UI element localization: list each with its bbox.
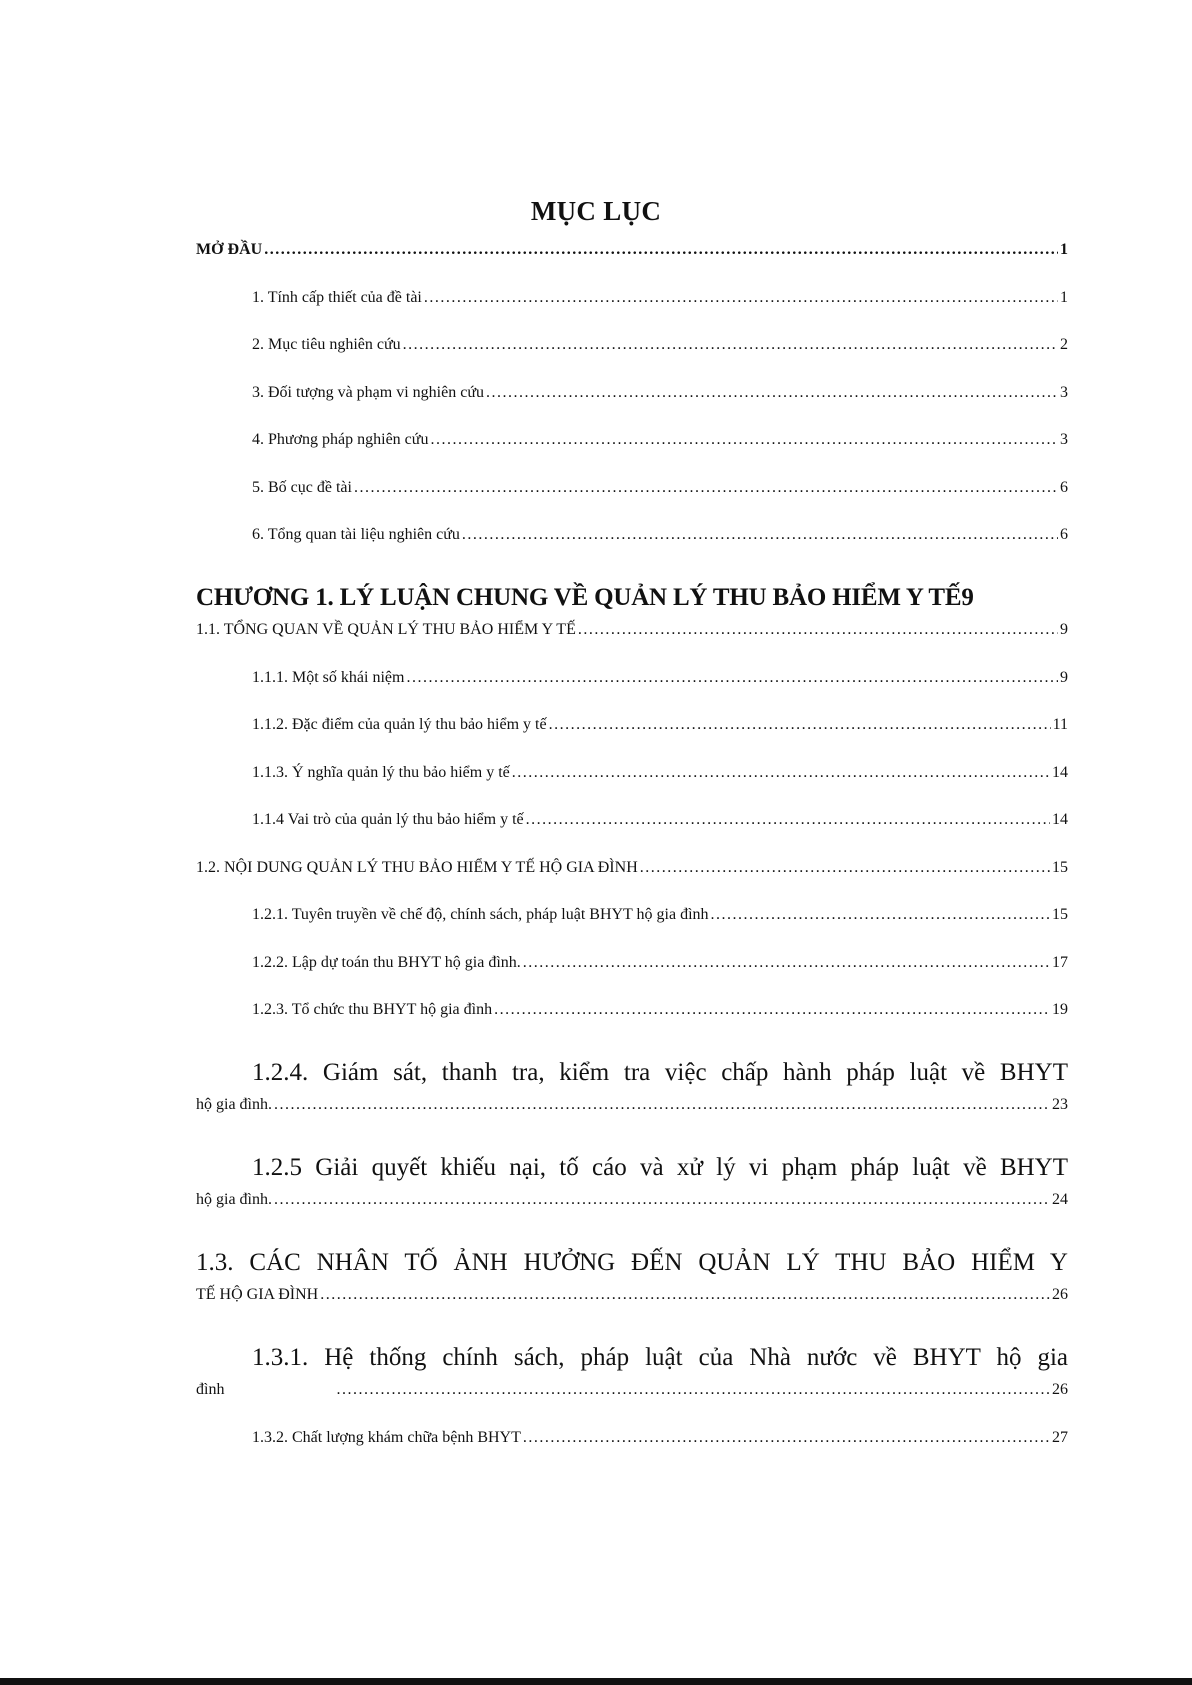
toc-entry-title-line-2: hộ gia đình. xyxy=(196,1191,272,1208)
dot-leader xyxy=(406,669,1058,687)
toc-entry-title: 1. Tính cấp thiết của đề tài xyxy=(252,288,422,306)
toc-entry-page: 27 xyxy=(1052,1428,1068,1446)
toc-entry-page: 11 xyxy=(1052,716,1068,733)
toc-entry-page: 3 xyxy=(1060,383,1068,401)
toc-entry-title-line-2: hộ gia đình. xyxy=(196,1096,272,1113)
toc-entry[interactable] xyxy=(196,764,1068,812)
toc-entry-title: 1.1.4 Vai trò của quản lý thu bảo hiểm y tế xyxy=(252,811,524,828)
dot-leader xyxy=(711,906,1050,924)
dot-leader xyxy=(264,241,1058,259)
toc-entry-page: 17 xyxy=(1052,953,1068,971)
dot-leader xyxy=(274,1096,1050,1114)
toc-entry-title: 1.2.3. Tổ chức thu BHYT hộ gia đình xyxy=(252,1001,493,1018)
toc-entry-page: 15 xyxy=(1052,858,1068,876)
toc-entry-line-2 xyxy=(196,1286,1068,1334)
toc-entry-page: 9 xyxy=(1060,621,1068,638)
toc-entry-title: 1.1. TỔNG QUAN VỀ QUẢN LÝ THU BẢO HIỂM Y TẾ xyxy=(196,621,576,638)
toc-entry-wrapped[interactable] xyxy=(196,1144,1068,1239)
toc-entry[interactable] xyxy=(196,669,1068,717)
toc-entry-title-line-1: 1.2.4. Giám sát, thanh tra, kiểm tra việc chấp hành pháp luật về BHYT xyxy=(252,1058,1068,1086)
toc-entry-page: 14 xyxy=(1052,763,1068,781)
toc-entry-title: MỞ ĐẦU xyxy=(196,241,263,258)
toc-entry-line-2 xyxy=(196,1381,1068,1429)
dot-leader xyxy=(320,1286,1050,1304)
toc-entry-title: 1.1.3. Ý nghĩa quản lý thu bảo hiểm y tế xyxy=(252,763,510,781)
toc-entry-page: 3 xyxy=(1060,431,1068,448)
toc-entry-page: 2 xyxy=(1060,336,1068,353)
toc-entry-title-line-1: 1.2.5 Giải quyết khiếu nại, tố cáo và xử lý vi phạm pháp luật về BHYT xyxy=(252,1153,1068,1181)
dot-leader xyxy=(578,621,1058,639)
toc-entry-title-line-1: 1.3. CÁC NHÂN TỐ ẢNH HƯỞNG ĐẾN QUẢN LÝ THU BẢO HIỂM Y xyxy=(196,1248,1068,1276)
toc-entry-title: 1.1.2. Đặc điểm của quản lý thu bảo hiểm y tế xyxy=(252,716,547,733)
toc-entry-title: 1.2.1. Tuyên truyền về chế độ, chính sách, pháp luật BHYT hộ gia đình xyxy=(252,906,709,923)
toc-entry-line-2 xyxy=(196,1191,1068,1239)
toc-entry-page: 6 xyxy=(1060,478,1068,496)
toc-entry-section-wrapped[interactable] xyxy=(196,1239,1068,1334)
dot-leader xyxy=(354,479,1058,497)
dot-leader xyxy=(403,336,1058,354)
toc-entry-title: 1.1.1. Một số khái niệm xyxy=(252,668,405,686)
toc-entry-page: 15 xyxy=(1052,906,1068,923)
dot-leader xyxy=(640,859,1050,877)
dot-leader xyxy=(336,1381,1050,1399)
toc-entry-page: 19 xyxy=(1052,1001,1068,1018)
dot-leader xyxy=(274,1191,1050,1209)
toc-entry-page: 26 xyxy=(1052,1381,1068,1398)
toc-entry[interactable] xyxy=(196,289,1068,337)
dot-leader xyxy=(494,1001,1050,1019)
toc-entry-page: 23 xyxy=(1052,1096,1068,1113)
toc-entry[interactable] xyxy=(196,384,1068,432)
toc-entry-title: 1.2.2. Lập dự toán thu BHYT hộ gia đình. xyxy=(252,953,521,971)
toc-entry-title-line-2: đình xyxy=(196,1381,225,1398)
page-bottom-edge xyxy=(0,1678,1192,1685)
toc-entry-page: 1 xyxy=(1060,241,1068,258)
toc-entry[interactable] xyxy=(196,1429,1068,1477)
toc-entry[interactable] xyxy=(196,479,1068,527)
toc-entry-line-2 xyxy=(196,1096,1068,1144)
dot-leader xyxy=(549,716,1051,734)
toc-entry[interactable] xyxy=(196,811,1068,859)
page-title: MỤC LỤC xyxy=(530,196,662,226)
toc-entry-wrapped[interactable] xyxy=(196,1049,1068,1144)
dot-leader xyxy=(526,811,1050,829)
toc-entry-page: 14 xyxy=(1052,811,1068,828)
toc-entry-wrapped[interactable] xyxy=(196,1334,1068,1429)
dot-leader xyxy=(462,526,1058,544)
toc-entry-title: 1.3.2. Chất lượng khám chữa bệnh BHYT xyxy=(252,1428,521,1446)
toc-entry[interactable] xyxy=(196,716,1068,764)
toc-entry[interactable] xyxy=(196,526,1068,574)
toc-entry-chapter-1[interactable]: CHƯƠNG 1. LÝ LUẬN CHUNG VỀ QUẢN LÝ THU BẢO HIỂM Y TẾ9 xyxy=(196,583,974,611)
toc-entry-page: 9 xyxy=(1060,668,1068,686)
dot-leader xyxy=(512,764,1050,782)
dot-leader xyxy=(486,384,1058,402)
toc-entry-page: 24 xyxy=(1052,1191,1068,1208)
toc-entry-title: 3. Đối tượng và phạm vi nghiên cứu xyxy=(252,383,484,401)
toc-entry-page: 6 xyxy=(1060,526,1068,543)
toc-entry[interactable] xyxy=(196,431,1068,479)
dot-leader xyxy=(523,1429,1050,1447)
table-of-contents xyxy=(196,241,1068,1476)
toc-entry-section[interactable] xyxy=(196,621,1068,669)
dot-leader xyxy=(424,289,1058,307)
toc-entry-title: 1.2. NỘI DUNG QUẢN LÝ THU BẢO HIỂM Y TẾ HỘ GIA ĐÌNH xyxy=(196,858,638,876)
toc-entry[interactable] xyxy=(196,336,1068,384)
toc-entry-page: 26 xyxy=(1052,1286,1068,1303)
toc-entry-intro[interactable] xyxy=(196,241,1068,289)
toc-entry-title: 5. Bố cục đề tài xyxy=(252,478,352,496)
toc-entry-section[interactable] xyxy=(196,859,1068,907)
toc-entry[interactable] xyxy=(196,1001,1068,1049)
toc-entry-title: 4. Phương pháp nghiên cứu xyxy=(252,431,429,448)
toc-entry-page: 1 xyxy=(1060,288,1068,306)
toc-entry[interactable] xyxy=(196,906,1068,954)
dot-leader xyxy=(523,954,1050,972)
toc-entry-title-line-1: 1.3.1. Hệ thống chính sách, pháp luật của Nhà nước về BHYT hộ gia xyxy=(252,1343,1068,1371)
toc-entry[interactable] xyxy=(196,954,1068,1002)
toc-entry-title: 2. Mục tiêu nghiên cứu xyxy=(252,336,401,353)
toc-entry-title-line-2: TẾ HỘ GIA ĐÌNH xyxy=(196,1286,319,1303)
toc-entry-title: 6. Tổng quan tài liệu nghiên cứu xyxy=(252,526,460,543)
dot-leader xyxy=(430,431,1058,449)
